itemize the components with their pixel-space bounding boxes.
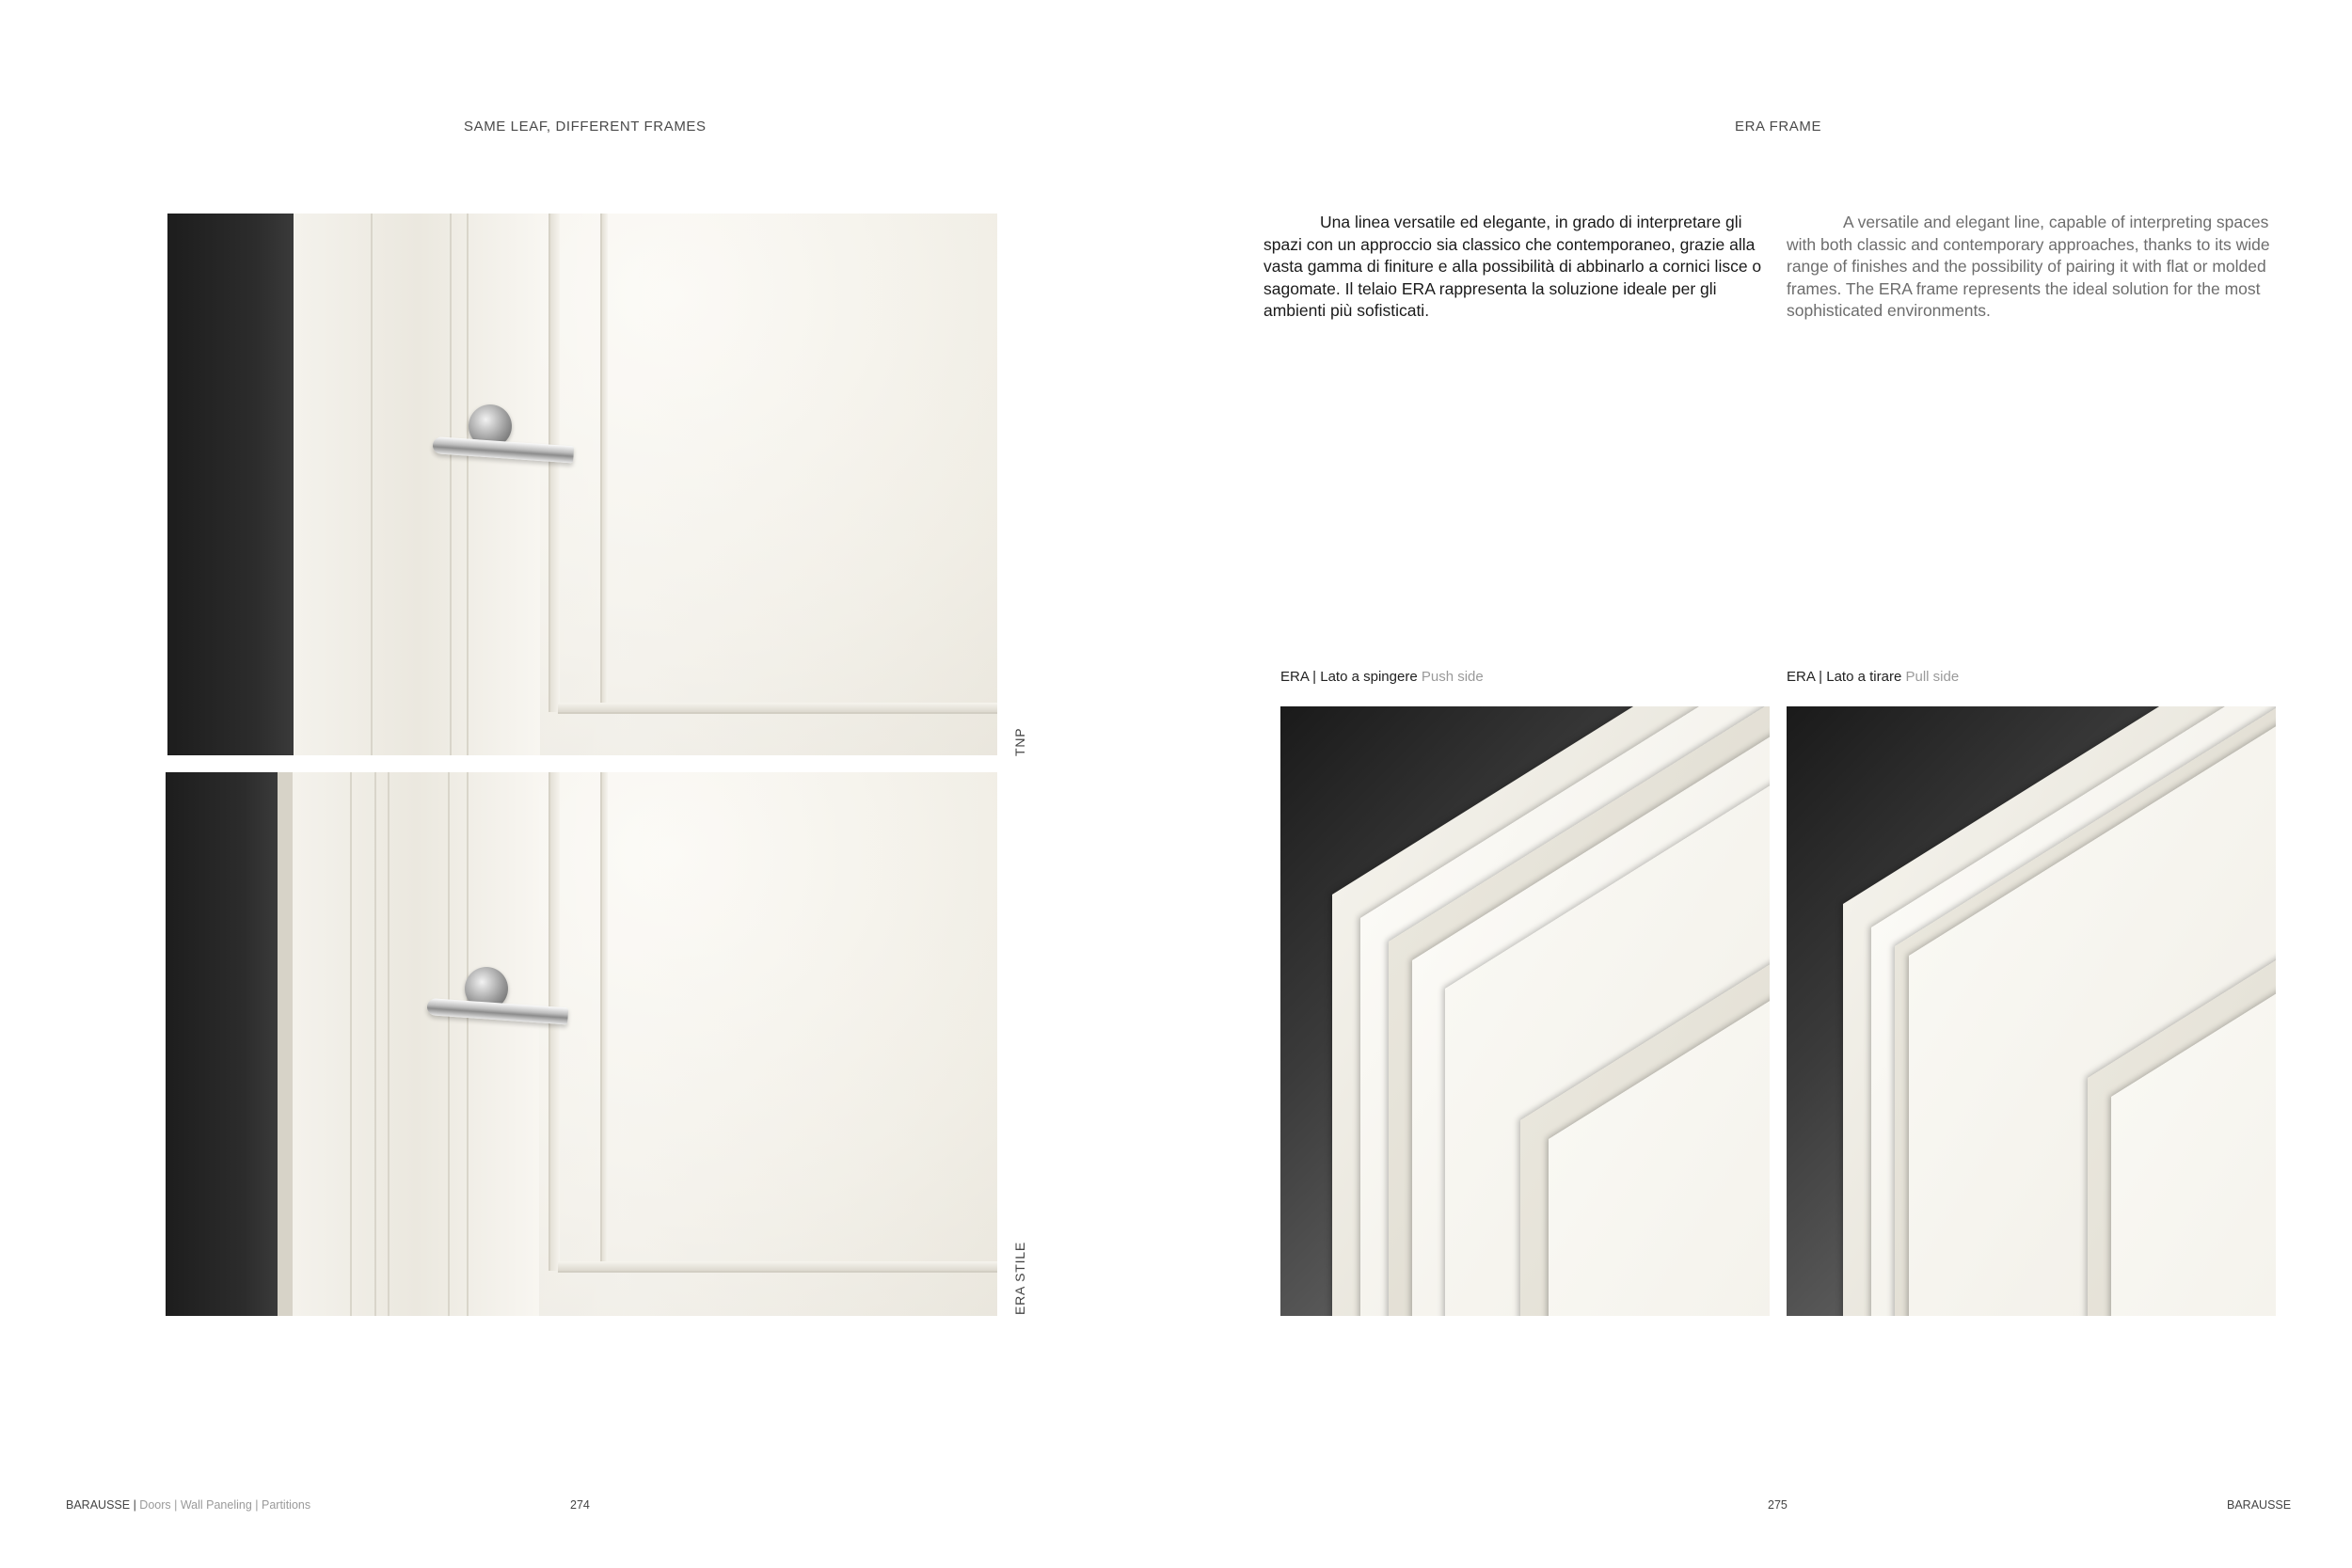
photo-label-era-stile: ERA STILE xyxy=(1012,1241,1027,1315)
intro-text-english: A versatile and elegant line, capable of interpreting spaces with both classic and contemporary approaches, thanks to its wide range of finishes and the possibility of pairing it with flat or molded frames. The ERA frame represents the ideal solution for the most sophisticated environments. xyxy=(1787,213,2270,320)
door-jamb xyxy=(167,214,294,755)
caption-push-side xyxy=(1280,669,1484,685)
frame-photo-pull-side xyxy=(1787,706,2276,1316)
right-section-title: ERA FRAME xyxy=(1735,119,1822,135)
footer-brand: BARAUSSE xyxy=(66,1498,131,1512)
door-panel-edge xyxy=(548,214,560,712)
footer-categories: Doors | Wall Paneling | Partitions xyxy=(139,1498,311,1512)
left-section-title: SAME LEAF, DIFFERENT FRAMES xyxy=(464,119,707,135)
footer-separator: | xyxy=(130,1498,140,1512)
right-footer-brand: BARAUSSE xyxy=(2227,1498,2292,1512)
door-jamb xyxy=(166,772,278,1316)
photo-label-tnp: TNP xyxy=(1012,727,1027,756)
caption-sub: Push side xyxy=(1421,669,1484,685)
caption-main: ERA | Lato a tirare xyxy=(1787,669,1902,685)
right-page-number: 275 xyxy=(1768,1498,1788,1512)
intro-text-italian: Una linea versatile ed elegante, in grado di interpretare gli spazi con un approccio sia classico che contemporaneo, grazie alla vasta gamma di finiture e alla possibilità di abbinarlo a cornici lisce o sagomate. Il telaio ERA rappresenta la soluzione ideale per gli ambienti più sofisticati. xyxy=(1263,213,1762,320)
left-page-number: 274 xyxy=(570,1498,590,1512)
left-footer xyxy=(66,1498,310,1512)
caption-pull-side xyxy=(1787,669,1959,685)
caption-main: ERA | Lato a spingere xyxy=(1280,669,1418,685)
frame-photo-push-side xyxy=(1280,706,1770,1316)
door-photo-era-stile xyxy=(166,772,997,1316)
door-frame xyxy=(294,214,540,755)
door-photo-tnp xyxy=(167,214,997,755)
door-frame xyxy=(293,772,539,1316)
caption-sub: Pull side xyxy=(1905,669,1960,685)
